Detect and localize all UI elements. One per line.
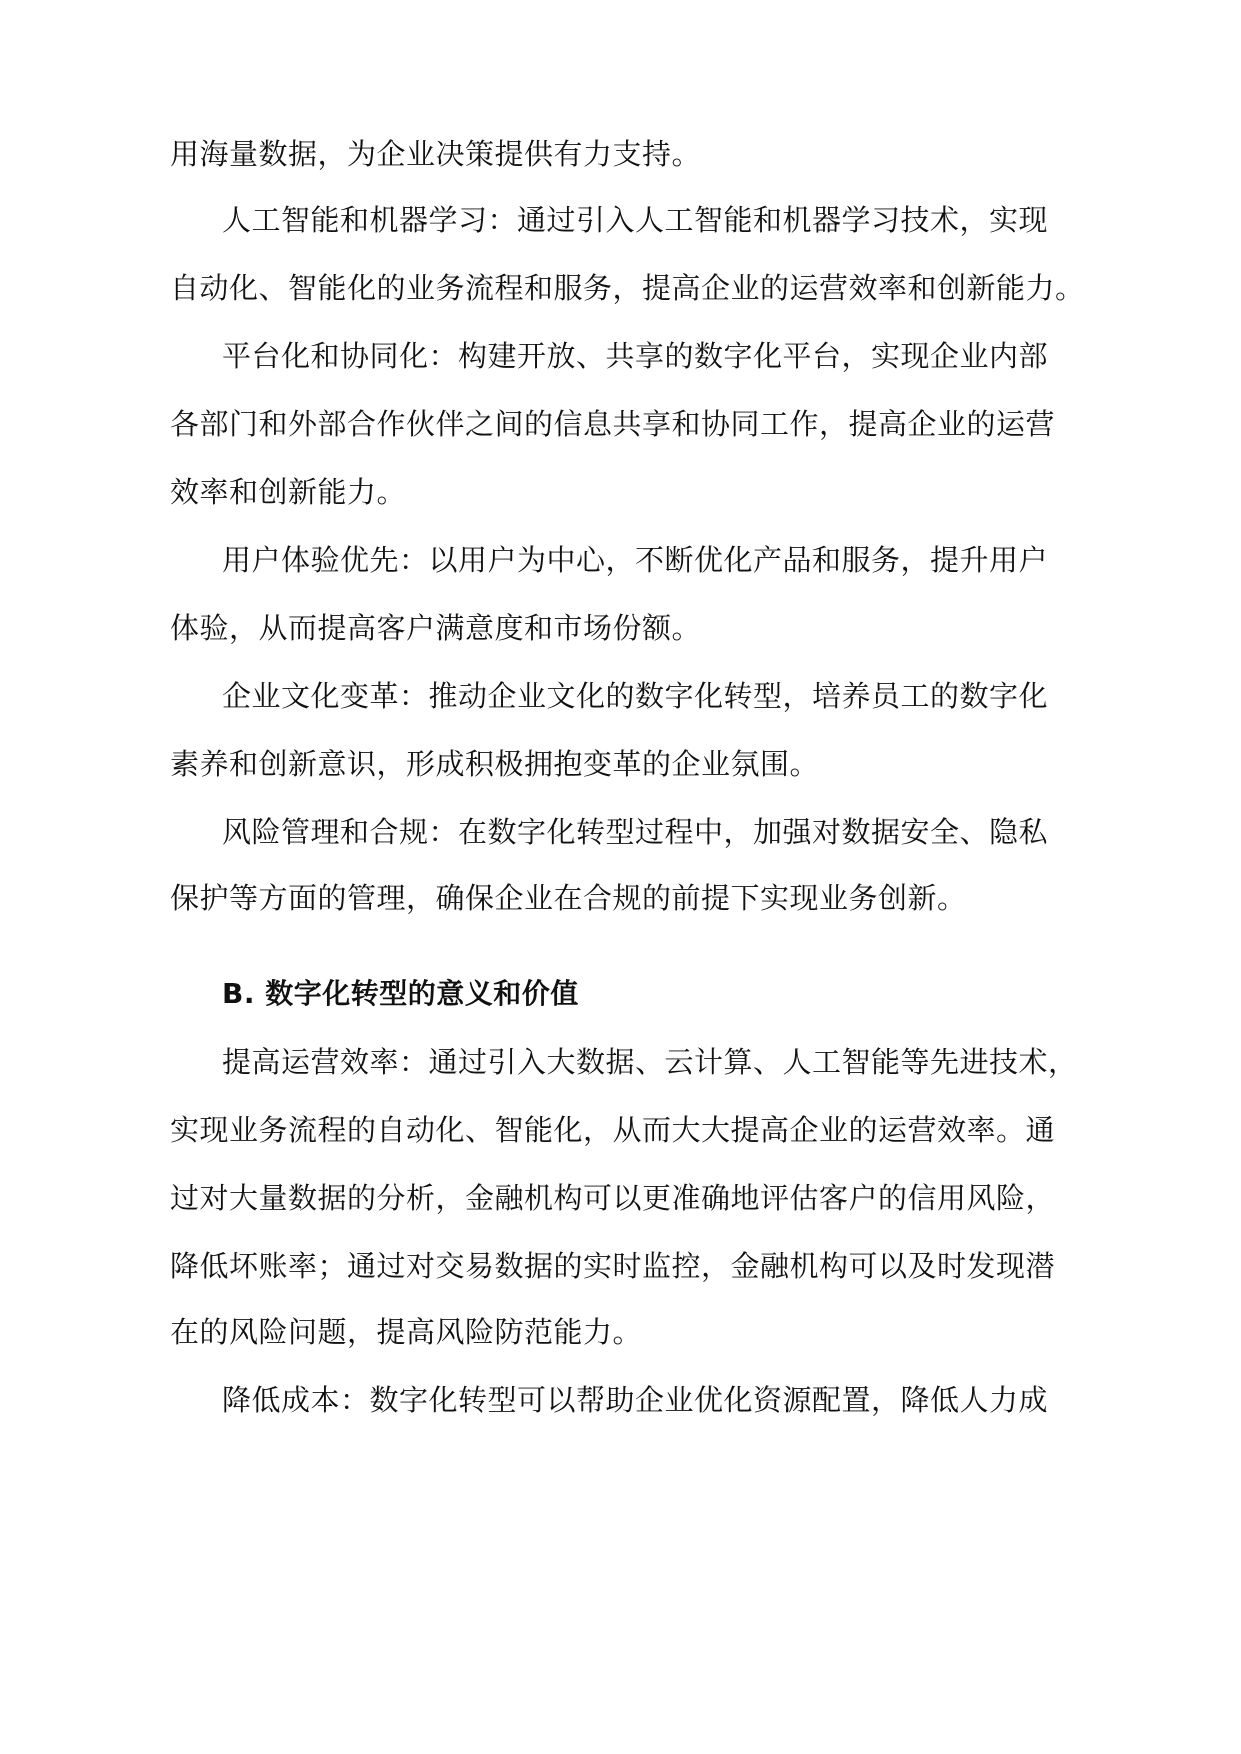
text-line: 保护等方面的管理，确保企业在合规的前提下实现业务创新。 bbox=[170, 881, 967, 915]
text-line: 企业文化变革：推动企业文化的数字化转型，培养员工的数字化 bbox=[222, 679, 1049, 713]
text-line: 体验，从而提高客户满意度和市场份额。 bbox=[170, 611, 702, 645]
text-line: 风险管理和合规：在数字化转型过程中，加强对数据安全、隐私 bbox=[222, 815, 1049, 849]
text-line: 自动化、智能化的业务流程和服务，提高企业的运营效率和创新能力。 bbox=[170, 271, 1085, 305]
text-line: 降低成本：数字化转型可以帮助企业优化资源配置，降低人力成 bbox=[222, 1383, 1049, 1417]
text-line: 平台化和协同化：构建开放、共享的数字化平台，实现企业内部 bbox=[222, 339, 1049, 373]
text-line: 提高运营效率：通过引入大数据、云计算、人工智能等先进技术， bbox=[222, 1045, 1078, 1079]
section-heading: B. 数字化转型的意义和价值 bbox=[222, 977, 579, 1010]
text-line: 过对大量数据的分析，金融机构可以更准确地评估客户的信用风险， bbox=[170, 1181, 1056, 1215]
text-line: 人工智能和机器学习：通过引入人工智能和机器学习技术，实现 bbox=[222, 203, 1049, 237]
text-line: 用海量数据，为企业决策提供有力支持。 bbox=[170, 137, 702, 171]
text-line: 各部门和外部合作伙伴之间的信息共享和协同工作，提高企业的运营 bbox=[170, 407, 1056, 441]
text-line: 降低坏账率；通过对交易数据的实时监控，金融机构可以及时发现潜 bbox=[170, 1249, 1056, 1283]
text-line: 用户体验优先：以用户为中心，不断优化产品和服务，提升用户 bbox=[222, 543, 1049, 577]
text-line: 在的风险问题，提高风险防范能力。 bbox=[170, 1315, 643, 1349]
text-line: 素养和创新意识，形成积极拥抱变革的企业氛围。 bbox=[170, 747, 820, 781]
text-line: 效率和创新能力。 bbox=[170, 475, 407, 509]
text-line: 实现业务流程的自动化、智能化，从而大大提高企业的运营效率。通 bbox=[170, 1113, 1056, 1147]
